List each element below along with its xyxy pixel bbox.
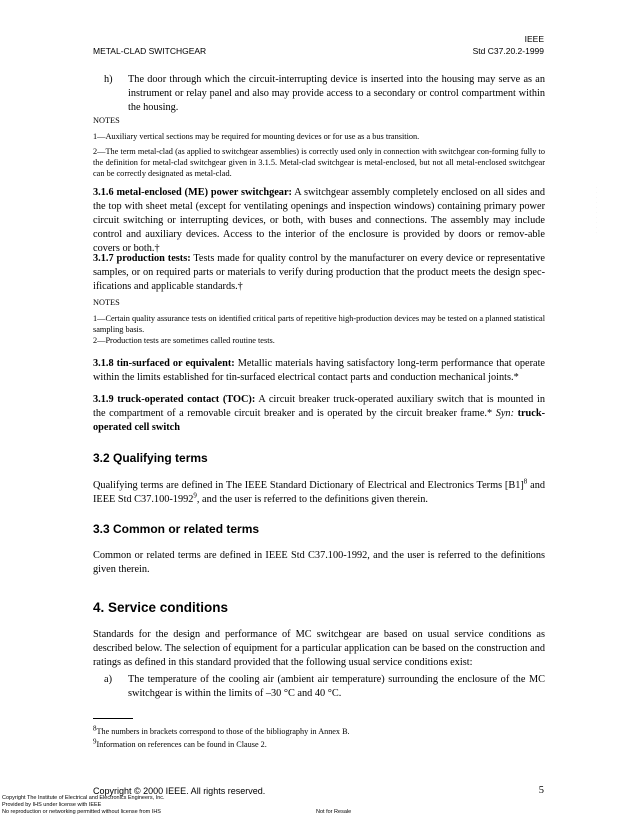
list-item-label: h) <box>104 74 113 85</box>
note-item: 2—The term metal-clad (as applied to switchgear assemblies) is correctly used only in connection with switchgear con-forming fully to the definition for metal-clad switchgear given in 3.1.5. Metal-clad switchgear is metal-enclosed, but not all metal-enclosed switchgear can be correctly designated as metal-clad. <box>93 147 545 179</box>
footnote-divider <box>93 718 133 719</box>
definition-text: A circuit breaker truck-operated auxiliary switch that is mounted in the compartment of a removable circuit breaker and is operated by the circuit breaker frame.* <box>93 394 545 419</box>
header-title: METAL-CLAD SWITCHGEAR <box>93 46 207 56</box>
footnote-ref: 8 <box>523 477 528 486</box>
resale-notice: Not for Resale <box>316 809 352 815</box>
margin-marks: · · · · · · · · · · <box>596 186 597 235</box>
ihs-line: Copyright The Institute of Electrical and Electronics Engineers, Inc. <box>2 795 165 801</box>
note-item: 2—Production tests are sometimes called routine tests. <box>93 336 275 345</box>
section-4-paragraph: Standards for the design and performance of MC switchgear are based on usual service conditions as described below. The selection of equipment for a particular application can be based on the construction and ratings as defined in this standard provided that the following usual service conditions exist: <box>93 629 545 668</box>
section-heading-3-2: 3.2 Qualifying terms <box>93 451 208 465</box>
definition-3-1-8 <box>93 357 545 385</box>
synonym-term: truck-operated cell switch <box>93 408 546 433</box>
header-org: IEEE <box>524 34 544 44</box>
ihs-line: Provided by IHS under license with IEEE <box>2 802 102 808</box>
definition-3-1-7 <box>93 252 545 294</box>
footnote-9 <box>93 739 267 750</box>
footnote-number: 9 <box>93 737 97 746</box>
definition-term: 3.1.8 tin-surfaced or equivalent: <box>93 358 235 369</box>
section-heading-3-3: 3.3 Common or related terms <box>93 522 260 536</box>
note-item: 1—Certain quality assurance tests on identified critical parts of repetitive high-production devices may be tested on a planned statistical sampling basis. <box>93 314 545 335</box>
header-standard: Std C37.20.2-1999 <box>472 46 544 56</box>
copyright-notice: Copyright © 2000 IEEE. All rights reserved. <box>93 786 266 796</box>
section-heading-4: 4. Service conditions <box>93 600 229 615</box>
section-3-2-paragraph <box>93 479 545 507</box>
definition-text: A switchgear assembly completely enclosed on all sides and the top with sheet metal (except for ventilating openings and inspection windows) containing primary power circuit switching or interrupting devices, or both, with buses and connections. The assembly may include control and auxiliary devices. Access to the interior of the enclosure is provided by doors or remov-able covers or both.† <box>93 187 545 254</box>
footnote-text: The numbers in brackets correspond to those of the bibliography in Annex B. <box>96 727 350 736</box>
note-item: 1—Auxiliary vertical sections may be required for mounting devices or for use as a bus transition. <box>93 132 420 141</box>
footnote-number: 8 <box>93 724 97 733</box>
notes-title: NOTES <box>93 116 120 125</box>
footnote-text: Information on references can be found in Clause 2. <box>96 740 267 749</box>
paragraph-text: Qualifying terms are defined in The IEEE Standard Dictionary of Electrical and Electronics Terms [B1] <box>93 480 524 491</box>
definition-term: 3.1.9 truck-operated contact (TOC): <box>93 394 256 405</box>
footnote-8 <box>93 726 350 737</box>
definition-3-1-6 <box>93 186 545 256</box>
paragraph-text: and IEEE Std C37.100-1992 <box>93 480 545 505</box>
page-number: 5 <box>538 785 544 796</box>
notes-title: NOTES <box>93 298 120 307</box>
definition-text: Tests made for quality control by the manufacturer on every device or representative samples, or on required parts or materials to verify during production that the product meets the design spec-ifications and applicable standards.† <box>93 253 545 292</box>
definition-term: 3.1.7 production tests: <box>93 253 191 264</box>
section-3-3-paragraph: Common or related terms are defined in IEEE Std C37.100-1992, and the user is referred to the definitions given therein. <box>93 550 545 575</box>
definition-text: Metallic materials having satisfactory long-term performance that operate within the limits established for tin-surfaced electrical contact parts and conduction mechanical joints.* <box>93 358 545 383</box>
synonym-label: Syn: <box>495 408 515 419</box>
paragraph-text: , and the user is referred to the definitions given therein. <box>196 494 428 505</box>
list-item-label: a) <box>104 674 112 685</box>
definition-term: 3.1.6 metal-enclosed (ME) power switchgear: <box>93 187 292 198</box>
definition-3-1-9 <box>93 393 545 435</box>
list-item-text: The temperature of the cooling air (ambient air temperature) surrounding the enclosure of the MC switchgear is within the limits of –30 °C and 40 °C. <box>128 674 545 699</box>
ihs-line: No reproduction or networking permitted without license from IHS <box>2 809 161 815</box>
footnote-ref: 9 <box>193 491 197 500</box>
list-item-text: The door through which the circuit-interrupting device is inserted into the housing may serve as an instrument or relay panel and also may provide access to a secondary or control compartment within the housing. <box>128 74 545 113</box>
